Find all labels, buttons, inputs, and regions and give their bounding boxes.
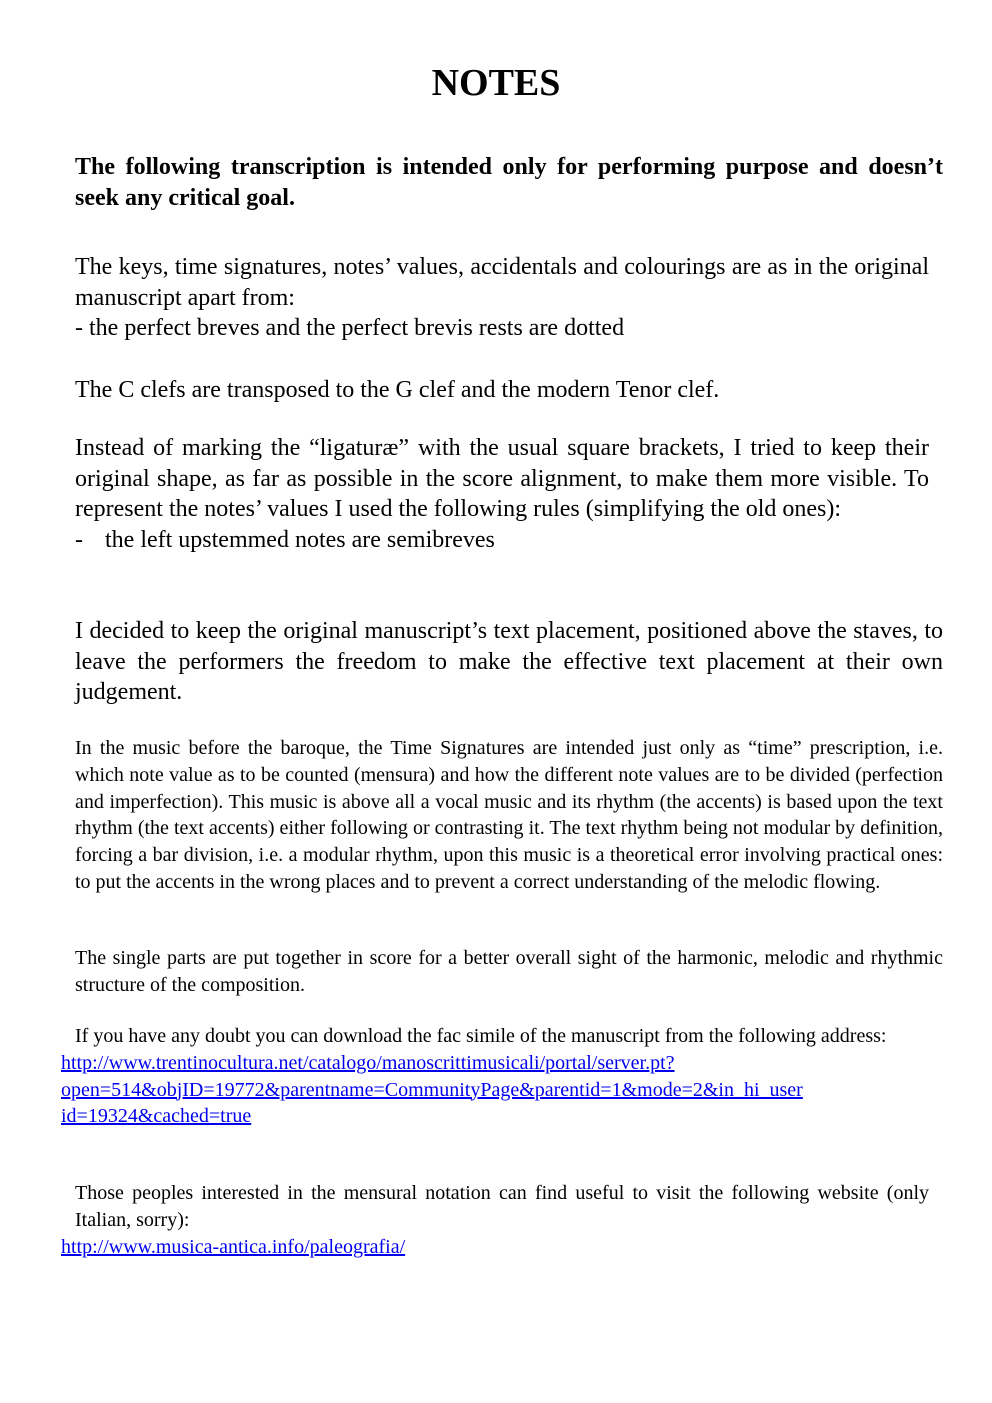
intro-paragraph: The following transcription is intended only for performing purpose and doesn’t seek any critical goal.: [75, 154, 943, 211]
notation-section: [61, 1180, 929, 1260]
page-title: NOTES: [431, 62, 561, 104]
manuscript-link-line-1[interactable]: http://www.trentinocultura.net/catalogo/manoscrittimusicali/portal/server.pt?: [61, 1051, 675, 1074]
paleografia-link[interactable]: http://www.musica-antica.info/paleografia/: [61, 1235, 406, 1258]
keys-list-item: - the perfect breves and the perfect brevis rests are dotted: [75, 315, 625, 341]
list-item-text: the left upstemmed notes are semibreves: [105, 526, 495, 553]
download-section: [61, 1023, 929, 1130]
notation-paragraph: Those peoples interested in the mensural notation can find useful to visit the following website (only Italian, sorry):: [75, 1182, 929, 1231]
ligatures-section: [61, 433, 929, 555]
time-signatures-paragraph: In the music before the baroque, the Time Signatures are intended just only as “time” prescription, i.e. which note value as to be counted (mensura) and how the different note values are to be divided (perfection and imperfection). This music is above all a vocal music and its rhythm (the accents) is based upon the text rhythm (the text accents) either following or contrasting it. The text rhythm being not modular by definition, forcing a bar division, i.e. a modular rhythm, upon this music is a theoretical error involving practical ones: to put the accents in the wrong places and to prevent a correct understanding of the melodic flowing.: [75, 737, 943, 893]
list-dash: -: [75, 526, 83, 553]
manuscript-link-line-3[interactable]: id=19324&cached=true: [61, 1105, 252, 1128]
text-placement-paragraph: I decided to keep the original manuscript’s text placement, positioned above the staves, to leave the performers the freedom to make the effective text placement at their own judgement.: [75, 618, 943, 705]
ligatures-list-item: [61, 525, 929, 556]
download-paragraph: If you have any doubt you can download the fac simile of the manuscript from the following address:: [75, 1025, 887, 1047]
keys-paragraph: The keys, time signatures, notes’ values, accidentals and colourings are as in the original manuscript apart from:: [75, 254, 929, 311]
ligatures-paragraph: Instead of marking the “ligaturæ” with the usual square brackets, I tried to keep their original shape, as far as possible in the score alignment, to make them more visible. To represent the notes’ values I used the following rules (simplifying the old ones):: [75, 435, 929, 522]
score-paragraph: The single parts are put together in score for a better overall sight of the harmonic, melodic and rhythmic structure of the composition.: [75, 947, 943, 996]
clefs-paragraph: The C clefs are transposed to the G clef and the modern Tenor clef.: [75, 377, 720, 403]
manuscript-link-line-2[interactable]: open=514&objID=19772&parentname=CommunityPage&parentid=1&mode=2&in_hi_user: [61, 1078, 803, 1101]
keys-section: [61, 252, 929, 344]
